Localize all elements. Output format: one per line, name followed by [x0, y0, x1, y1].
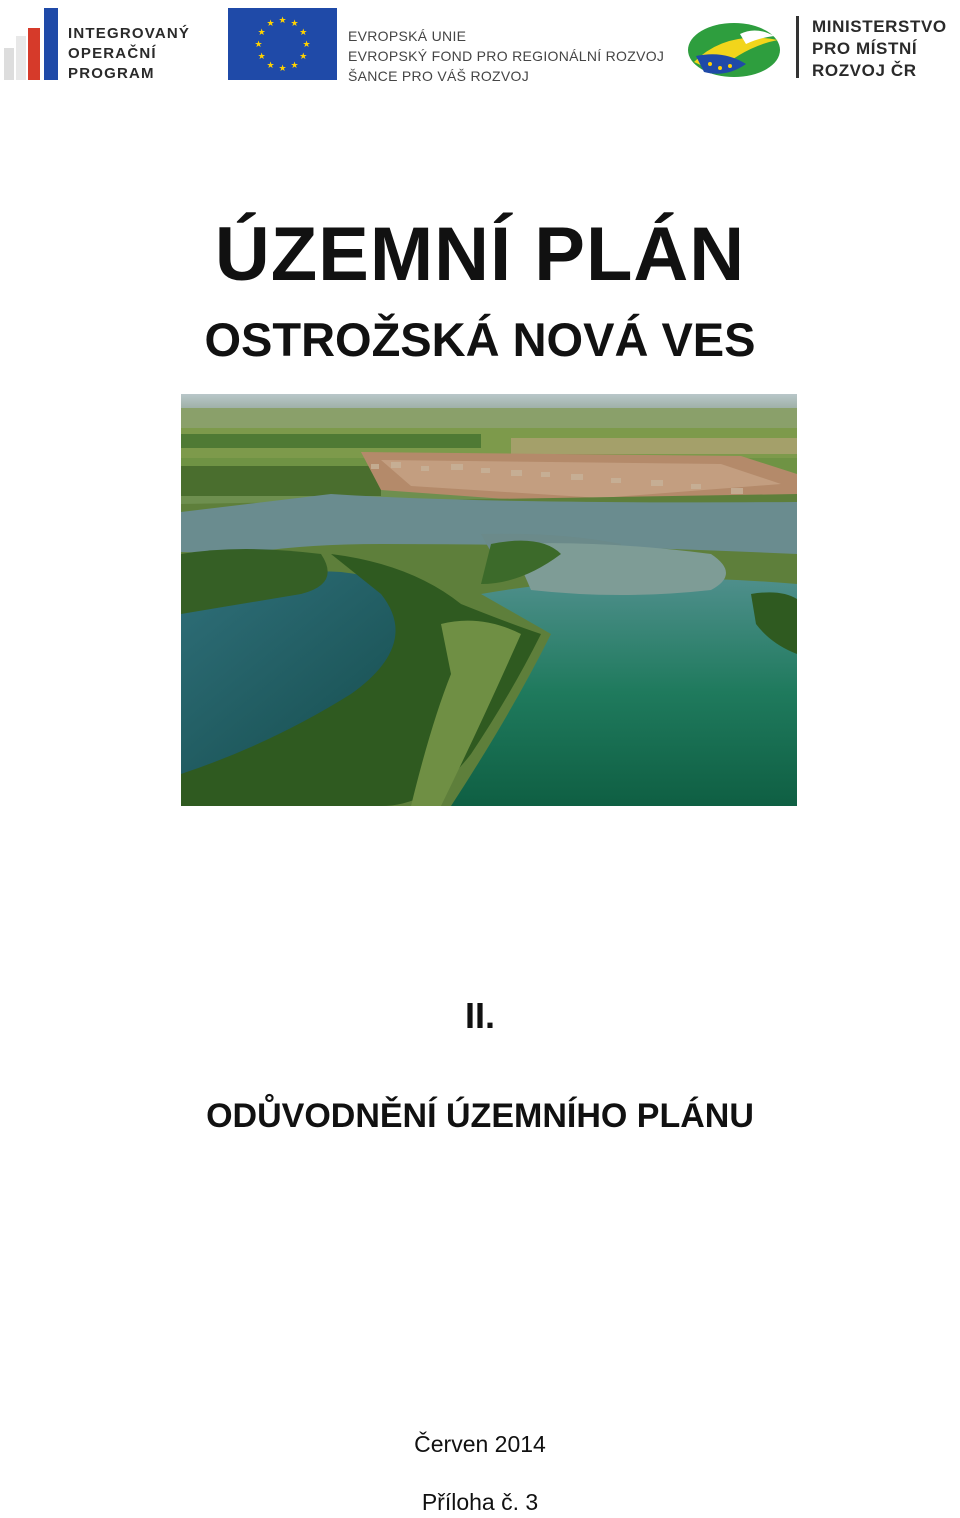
document-subtitle: OSTROŽSKÁ NOVÁ VES: [204, 313, 756, 366]
annex-label: Příloha č. 3: [421, 1489, 539, 1515]
section-title: ODŮVODNĚNÍ ÚZEMNÍHO PLÁNU: [206, 1097, 754, 1135]
eu-logo-line-3: ŠANCE PRO VÁŠ ROZVOJ: [348, 68, 530, 84]
aerial-lakes-image: [181, 394, 797, 806]
eu-logo-line-2: EVROPSKÝ FOND PRO REGIONÁLNÍ ROZVOJ: [348, 48, 665, 64]
eu-logo-line-1: EVROPSKÁ UNIE: [348, 28, 467, 44]
aerial-lakes-photo: [181, 394, 797, 806]
eu-star-icon: ★: [257, 51, 266, 61]
eu-flag-icon: [228, 8, 337, 80]
eu-logo: [228, 8, 668, 84]
eu-star-icon: ★: [290, 59, 299, 70]
iop-bars-icon: [4, 8, 66, 84]
part-number: II.: [464, 995, 495, 1036]
iop-logo: [4, 8, 200, 84]
mmr-logo-line-2: PRO MÍSTNÍ: [812, 39, 918, 58]
mmr-emblem-icon: [686, 20, 782, 80]
eu-star-icon: ★: [299, 27, 308, 37]
eu-star-icon: ★: [290, 18, 299, 29]
eu-star-icon: ★: [266, 18, 275, 29]
mmr-separator: [796, 16, 799, 78]
iop-logo-line-1: INTEGROVANÝ: [68, 25, 191, 42]
iop-logo-line-2: OPERAČNÍ: [68, 45, 157, 62]
eu-star-icon: ★: [266, 59, 275, 70]
document-date: Červen 2014: [414, 1431, 546, 1457]
mmr-logo-line-1: MINISTERSTVO: [812, 17, 947, 36]
mmr-logo-line-3: ROZVOJ ČR: [812, 61, 917, 80]
eu-star-icon: ★: [254, 39, 263, 49]
document-title: ÚZEMNÍ PLÁN: [214, 212, 746, 297]
eu-star-icon: ★: [302, 39, 311, 49]
eu-star-icon: ★: [257, 27, 266, 37]
header-logos: [0, 0, 960, 100]
iop-logo-line-3: PROGRAM: [68, 65, 155, 82]
eu-star-icon: ★: [278, 15, 287, 25]
eu-star-icon: ★: [299, 51, 308, 61]
mmr-logo: [686, 10, 958, 86]
eu-star-icon: ★: [278, 63, 287, 73]
